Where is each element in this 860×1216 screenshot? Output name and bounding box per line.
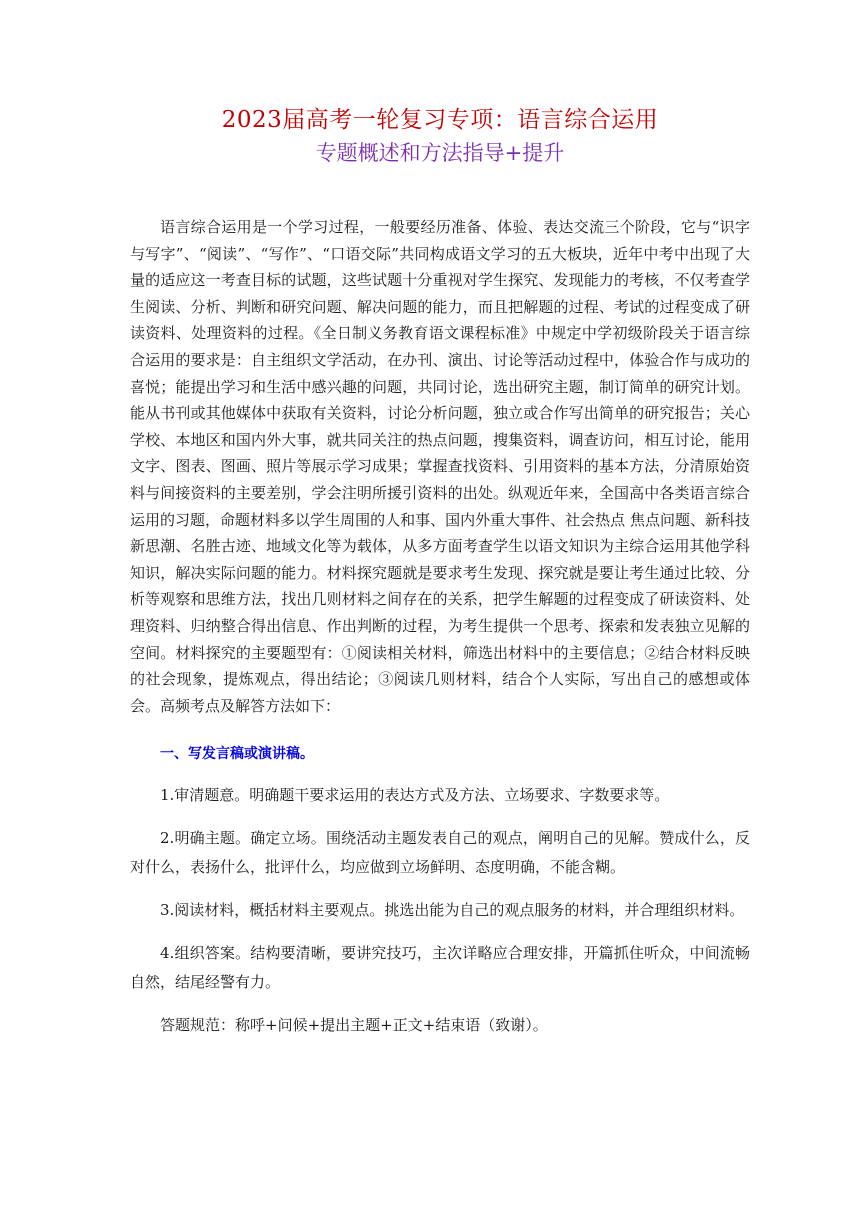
answer-norm-paragraph: 答题规范：称呼+问候+提出主题+正文+结束语（致谢）。 [160, 1016, 548, 1035]
intro-paragraph: 语言综合运用是一个学习过程，一般要经历准备、体验、表达交流三个阶段，它与“识字与写字”、“阅读”、“写作”、“口语交际”共同构成语文学习的五大板块，近年中考中出现了大量的适应这一考查目标的试题，这些试题十分重视对学生探究、发现能力的考核，不仅考查学生阅读、分析、判断和研究问题、解决问题的能力，而且把解题的过程、考试的过程变成了研读资料、处理资料的过程。《全日制义务教育语文课程标准》中规定中学初级阶段关于语言综合运用的要求是：自主组织文学活动，在办刊、演出、讨论等活动过程中，体验合作与成功的喜悦；能提出学习和生活中感兴趣的问题，共同讨论，选出研究主题，制订简单的研究计划。能从书刊或其他媒体中获取有关资料，讨论分析问题，独立或合作写出简单的研究报告；关心学校、本地区和国内外大事，就共同关注的热点问题，搜集资料，调查访问，相互讨论，能用文字、图表、图画、照片等展示学习成果；掌握查找资料、引用资料的基本方法，分清原始资料与间接资料的主要差别，学会注明所援引资料的出处。纵观近年来，全国高中各类语言综合运用的习题，命题材料多以学生周围的人和事、国内外重大事件、社会热点 焦点问题、新科技新思潮、名胜古迹、地域文化等为载体，从多方面考查学生以语文知识为主综合运用其他学科知识，解决实际问题的能力。材料探究题就是要求考生发现、探究就是要让考生通过比较、分析等观察和思维方法，找出几则材料之间存在的关系，把学生解题的过程变成了研读资料、处理资料、归纳整合得出信息、作出判断的过程，为考生提供一个思考、探索和发表独立见解的空间。材料探究的主要题型有：①阅读相关材料，筛选出材料中的主要信息；②结合材料反映的社会现象，提炼观点，得出结论；③阅读几则材料，结合个人实际，写出自己的感想或体会。高频考点及解答方法如下： [130, 218, 750, 715]
step-paragraph-1: 1.审清题意。明确题干要求运用的表达方式及方法、立场要求、字数要求等。 [160, 786, 670, 805]
step-paragraph-2: 2.明确主题。确定立场。围绕活动主题发表自己的观点，阐明自己的见解。赞成什么，反对什么，表扬什么，批评什么，均应做到立场鲜明、态度明确，不能含糊。 [130, 829, 750, 877]
document-subtitle: 专题概述和方法指导+提升 [315, 141, 565, 165]
document-title: 2023届高考一轮复习专项：语言综合运用 [221, 107, 659, 133]
step-paragraph-4: 4.组织答案。结构要清晰，要讲究技巧，主次详略应合理安排，开篇抓住听众，中间流畅自然，结尾经警有力。 [130, 944, 750, 992]
section-heading-speech: 一、写发言稿或演讲稿。 [160, 746, 314, 763]
step-paragraph-3: 3.阅读材料，概括材料主要观点。挑选出能为自己的观点服务的材料，并合理组织材料。 [160, 901, 745, 920]
